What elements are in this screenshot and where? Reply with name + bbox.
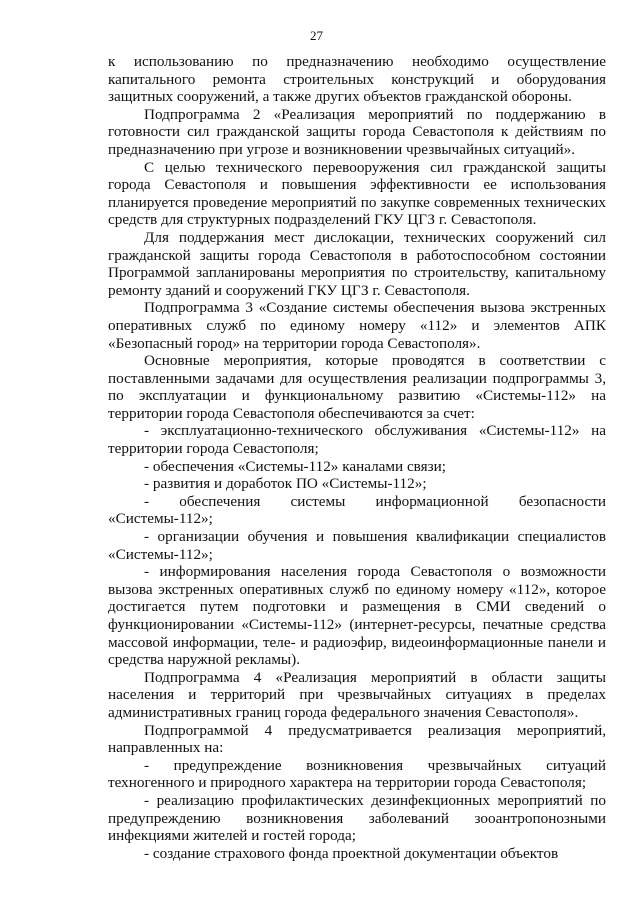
list-item: - обеспечения «Системы-112» каналами связи; (144, 457, 446, 475)
paragraph: С целью технического перевооружения сил гражданской защиты города Севастополя и повышения эффективности ее использования планируется проведение мероприятий по закупке современных технических средств для структурных подразделений ГКУ ЦГЗ г. Севастополя. (108, 158, 606, 229)
paragraph: Для поддержания мест дислокации, технических сооружений сил гражданской защиты города Севастополя в работоспособном состоянии Программой запланированы мероприятия по строительству, капитальному ремонту зданий и сооружений ГКУ ЦГЗ г. Севастополя. (108, 228, 606, 299)
paragraph: Основные мероприятия, которые проводятся в соответствии с поставленными задачами для осуществления реализации подпрограммы 3, по эксплуатации и функциональному развитию «Системы-112» на территории города Севастополя обеспечиваются за счет: (108, 352, 606, 422)
list-item: - эксплуатационно-технического обслуживания «Системы-112» на территории города Севастополя; (108, 422, 606, 458)
paragraph: Подпрограмма 4 «Реализация мероприятий в области защиты населения и территорий при чрезвычайных ситуациях в пределах административных границ города федерального значения Севастополя». (108, 668, 606, 721)
list-item: - информирования населения города Севастополя о возможности вызова экстренных оперативных служб по единому номеру «112», которое достигается путем подготовки и размещения в СМИ сведений о функционировании «Системы-112» (интернет-ресурсы, печатные средства массовой информации, теле- и радиоэфир, видеоинформационные панели и средства наружной рекламы). (108, 563, 606, 669)
paragraph: к использованию по предназначению необходимо осуществление капитального ремонта строительных конструкций и оборудования защитных сооружений, а также других объектов гражданской обороны. (108, 53, 606, 106)
list-item: - организации обучения и повышения квалификации специалистов «Системы-112»; (108, 528, 606, 563)
paragraph: Подпрограммой 4 предусматривается реализация мероприятий, направленных на: (108, 721, 606, 757)
list-item: - создание страхового фонда проектной документации объектов (144, 844, 559, 862)
paragraph: Подпрограмма 3 «Создание системы обеспечения вызова экстренных оперативных служб по единому номеру «112» и элементов АПК «Безопасный город» на территории города Севастополя». (108, 299, 606, 352)
list-item: - реализацию профилактических дезинфекционных мероприятий по предупреждению возникновения заболеваний зооантропонозными инфекциями жителей и гостей города; (108, 791, 606, 845)
page-number: 27 (310, 28, 323, 43)
page-body (108, 53, 606, 862)
list-item: - развития и доработок ПО «Системы-112»; (144, 475, 427, 493)
paragraph: Подпрограмма 2 «Реализация мероприятий по поддержанию в готовности сил гражданской защиты города Севастополя к действиям по предназначению при угрозе и возникновении чрезвычайных ситуаций». (108, 105, 606, 158)
list-item: - обеспечения системы информационной безопасности «Системы-112»; (108, 492, 606, 528)
list-item: - предупреждение возникновения чрезвычайных ситуаций техногенного и природного характера на территории города Севастополя; (108, 756, 606, 792)
